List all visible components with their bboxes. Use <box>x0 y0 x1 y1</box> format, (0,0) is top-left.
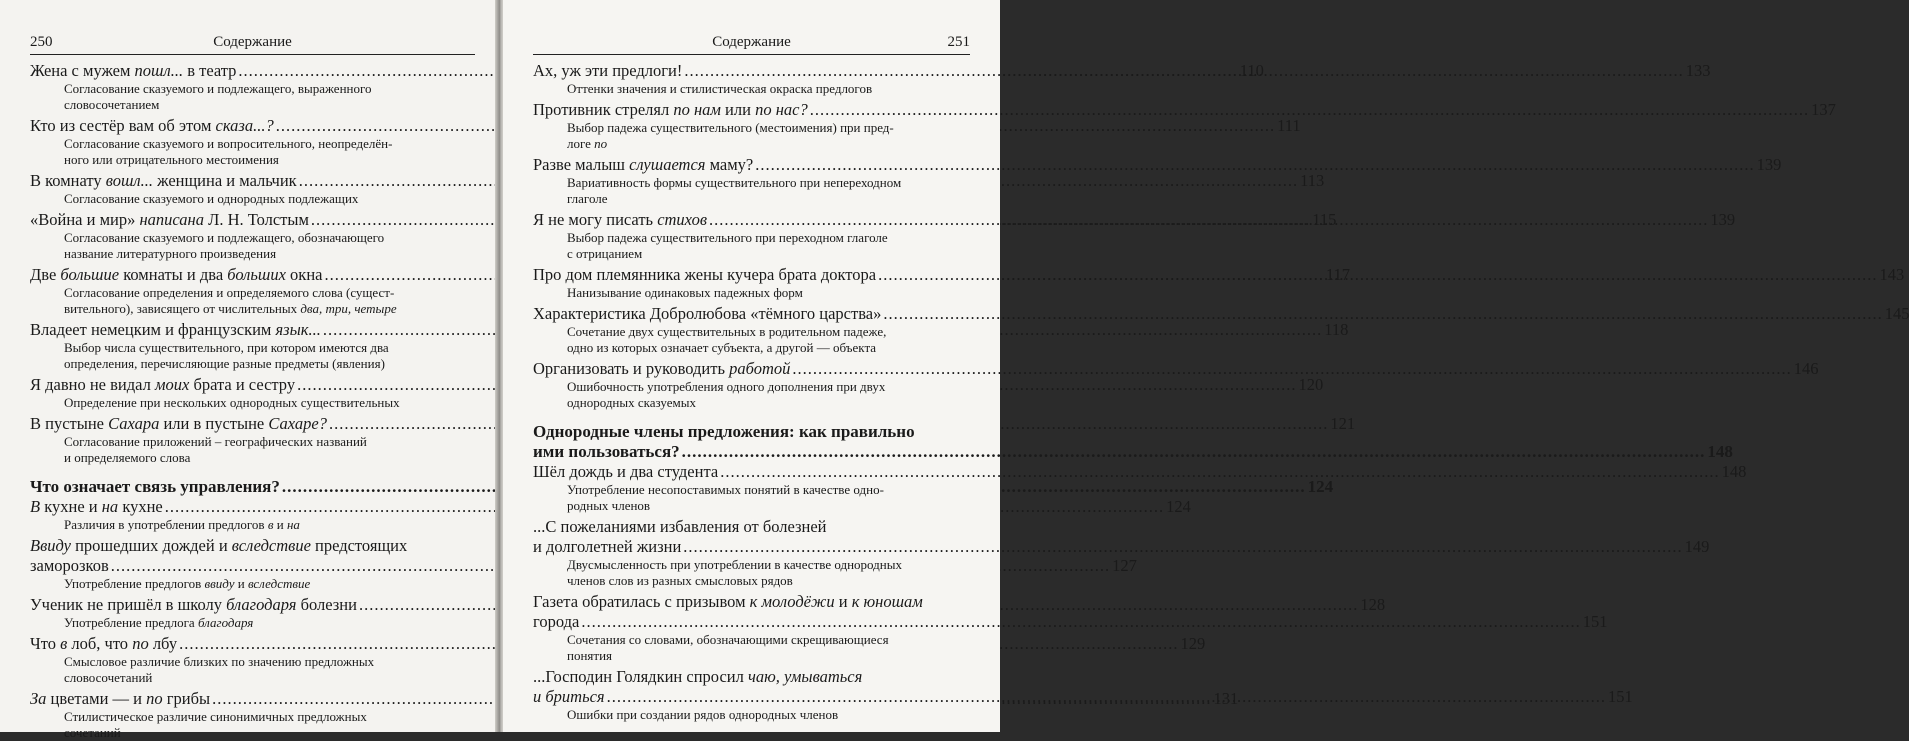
toc-entry-title: Про дом племянника жены кучера брата доктора <box>533 265 877 284</box>
right-page-header <box>533 34 970 55</box>
toc-entry-title: Однородные члены предложения: как правильно <box>533 422 915 441</box>
toc-entry-page: 151 <box>1607 687 1633 706</box>
toc-entry-description: Согласование сказуемого и вопросительного, неопределён- ного или отрицательного местоимения <box>64 136 393 167</box>
toc-entry-page: 124 <box>1307 477 1334 496</box>
toc-entry-page: 149 <box>1684 537 1710 556</box>
toc-entry-line <box>533 667 970 687</box>
toc-entry-title: Характеристика Добролюбова «тёмного царства» <box>533 304 882 323</box>
toc-leader-dots <box>755 155 1754 175</box>
toc-leader-dots <box>878 265 1877 285</box>
toc-entry-description: Ошибки при создании рядов однородных членов <box>567 707 839 722</box>
toc-leader-dots <box>883 304 1882 324</box>
toc-entry-line <box>533 359 1819 379</box>
page-number: 250 <box>30 34 53 50</box>
running-header-title: Содержание <box>213 34 292 50</box>
toc-entry-description: Согласование приложений – географических названий и определяемого слова <box>64 434 367 465</box>
toc-section-heading <box>30 477 1334 497</box>
toc-entry-line <box>533 462 1747 482</box>
toc-entry-page: 127 <box>1112 556 1137 575</box>
toc-entry-title-continued: города <box>533 612 580 631</box>
toc-entry-line <box>533 442 1733 462</box>
toc-leader-dots <box>709 210 1708 230</box>
toc-entry-description: Выбор падежа существительного при переходном глаголе с отрицанием <box>567 230 888 261</box>
toc-entry-description: Стилистическое различие синонимичных предложных сочетаний <box>64 709 367 740</box>
toc-entry-title: В пустыне Сахара или в пустыне Сахаре? <box>30 414 327 433</box>
toc-entry-description: Выбор падежа существительного (местоимения) при пред- логе по <box>567 120 894 151</box>
toc-entry-description: Нанизывание одинаковых падежных форм <box>567 285 803 300</box>
toc-entry-title: В кухне и на кухне <box>30 497 163 516</box>
toc-entry-title: Разве малыш слушается маму? <box>533 155 754 174</box>
toc-entry-line <box>533 100 1836 120</box>
toc-entry-page: 124 <box>1166 497 1191 516</box>
toc-entry-page: 146 <box>1793 359 1819 378</box>
toc-entry-page: 129 <box>1180 634 1206 653</box>
left-page-header <box>30 34 475 55</box>
toc-entry-line <box>533 612 1608 632</box>
toc-entry-title: Жена с мужем пошл... в театр <box>30 61 237 80</box>
toc-entry-title: Шёл дождь и два студента <box>533 462 719 481</box>
toc-entry-title: Ученик не пришёл в школу благодаря болезни <box>30 595 357 614</box>
toc-entry-title: ...Господин Голядкин спросил чаю, умываться <box>533 667 863 686</box>
toc-entry-description: Определение при нескольких однородных существительных <box>64 395 400 410</box>
toc-leader-dots <box>683 537 1682 557</box>
toc-entry-title: Ввиду прошедших дождей и вследствие предстоящих <box>30 536 408 555</box>
toc-entry-page: 131 <box>1213 689 1239 708</box>
page-number: 251 <box>947 34 970 50</box>
toc-entry-title: Что означает связь управления? <box>30 477 280 496</box>
toc-entry-line <box>30 536 475 556</box>
toc-entry-title: Владеет немецким и французским язык... <box>30 320 321 339</box>
toc-entry-page: 148 <box>1721 462 1747 481</box>
toc-entry-title-continued: и долголетней жизни <box>533 537 682 556</box>
toc-entry-description: Смысловое различие близких по значению предложных словосочетаний <box>64 654 375 685</box>
toc-entry-page: 145 <box>1884 304 1909 323</box>
toc-entry-description: Различия в употреблении предлогов в и на <box>64 517 300 532</box>
toc-leader-dots <box>684 61 1683 81</box>
toc-entry-title: За цветами — и по грибы <box>30 689 211 708</box>
toc-leader-dots <box>792 359 1791 379</box>
toc-entry-page: 143 <box>1879 265 1905 284</box>
toc-entry-page: 111 <box>1277 116 1301 135</box>
toc-entry-description: Употребление предлогов ввиду и вследствие <box>64 576 311 591</box>
toc-entry-line <box>533 592 970 612</box>
toc-leader-dots <box>607 687 1606 707</box>
toc-entry-page: 118 <box>1324 320 1349 339</box>
running-header-title: Содержание <box>712 34 791 50</box>
toc-entry-title-continued: заморозков <box>30 556 109 575</box>
toc-entry-line <box>533 422 970 442</box>
toc-entry-description: Употребление предлога благодаря <box>64 615 254 630</box>
toc-entry-title: ...С пожеланиями избавления от болезней <box>533 517 827 536</box>
toc-entry-title: Я давно не видал моих брата и сестру <box>30 375 296 394</box>
section-spacer <box>533 414 970 422</box>
toc-entry-page: 117 <box>1325 265 1350 284</box>
toc-entry-description: Сочетания со словами, обозначающими скрещивающиеся понятия <box>567 632 889 663</box>
toc-entry-page: 133 <box>1685 61 1711 80</box>
toc-entry-title: В комнату вошл... женщина и мальчик <box>30 171 297 190</box>
toc-entry-title: «Война и мир» написана Л. Н. Толстым <box>30 210 309 229</box>
toc-entry-title: Кто из сестёр вам об этом сказа...? <box>30 116 274 135</box>
toc-entry-description: Выбор числа существительного, при котором имеются два определения, перечисляющие разные предметы (явления) <box>64 340 389 371</box>
toc-leader-dots <box>810 100 1809 120</box>
toc-entry-title-continued: и бриться <box>533 687 605 706</box>
toc-entry-line <box>533 517 970 537</box>
toc-leader-dots <box>720 462 1719 482</box>
toc-entry-description: Двусмысленность при употреблении в качестве однородных членов слов из разных смысловых рядов <box>567 557 902 588</box>
toc-entry-page: 151 <box>1582 612 1608 631</box>
toc-entry-line <box>533 155 1782 175</box>
toc-entry-title: Две большие комнаты и два больших окна <box>30 265 323 284</box>
toc-entry-description: Употребление несопоставимых понятий в качестве одно- родных членов <box>567 482 884 513</box>
toc-entry-title: Противник стрелял по нам или по нас? <box>533 100 808 119</box>
toc-entry-line <box>533 537 1710 557</box>
toc-entry-description: Согласование сказуемого и подлежащего, выраженного словосочетанием <box>64 81 372 112</box>
toc-entry-description: Согласование сказуемого и подлежащего, обозначающего название литературного произведения <box>64 230 385 261</box>
toc-entry-description: Согласование определения и определяемого слова (сущест- вительного), зависящего от числительных два, три, четыре <box>64 285 397 316</box>
toc-entry-title: Организовать и руководить работой <box>533 359 791 378</box>
section-spacer <box>30 469 475 477</box>
toc-entry-title: Газета обратилась с призывом к молодёжи и к юношам <box>533 592 923 611</box>
toc-entry-page: 128 <box>1360 595 1386 614</box>
toc-entry-page: 139 <box>1710 210 1736 229</box>
toc-entry-description: Вариативность формы существительного при непереходном глаголе <box>567 175 902 206</box>
toc-entry-title: Ах, уж эти предлоги! <box>533 61 683 80</box>
toc-entry-title-continued: ими пользоваться? <box>533 442 680 461</box>
toc-entry-description: Согласование сказуемого и однородных подлежащих <box>64 191 359 206</box>
toc-entry-page: 137 <box>1811 100 1836 119</box>
toc-entry-description: Ошибочность употребления одного дополнения при двух однородных сказуемых <box>567 379 886 410</box>
toc-entry-page: 113 <box>1300 171 1325 190</box>
toc-entry-page: 120 <box>1298 375 1324 394</box>
toc-entry-title: Что в лоб, что по лбу <box>30 634 178 653</box>
toc-entry-description: Оттенки значения и стилистическая окраска предлогов <box>567 81 873 96</box>
toc-entry-page: 115 <box>1312 210 1337 229</box>
toc-leader-dots <box>682 442 1706 462</box>
toc-entry-title: Я не могу писать стихов <box>533 210 708 229</box>
toc-entry-page: 121 <box>1330 414 1356 433</box>
toc-entry-page: 139 <box>1756 155 1782 174</box>
toc-entry-description: Сочетание двух существительных в родительном падеже, одно из которых означает субъекта, а другой — объекта <box>567 324 887 355</box>
toc-entry-line <box>30 477 1334 497</box>
toc-entry-page: 148 <box>1707 442 1733 461</box>
toc-entry-page: 110 <box>1239 61 1264 80</box>
toc-entry-line <box>533 304 1909 324</box>
toc-leader-dots <box>581 612 1580 632</box>
